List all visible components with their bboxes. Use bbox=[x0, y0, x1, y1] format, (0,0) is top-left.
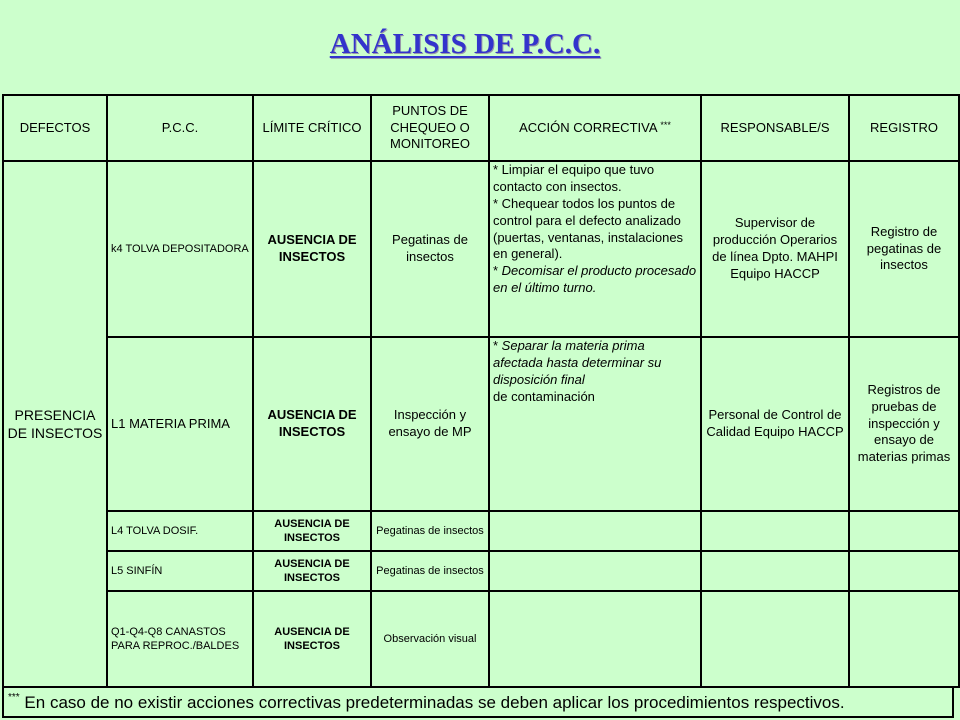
header-puntos-chequeo: PUNTOS DE CHEQUEO O MONITOREO bbox=[371, 95, 489, 161]
puntos-cell: Observación visual bbox=[371, 591, 489, 687]
pcc-cell: L1 MATERIA PRIMA bbox=[107, 337, 253, 511]
header-limite-critico: LÍMITE CRÍTICO bbox=[253, 95, 371, 161]
puntos-cell: Pegatinas de insectos bbox=[371, 551, 489, 591]
accion-cell bbox=[489, 551, 701, 591]
accion-line bbox=[493, 263, 697, 297]
registro-cell: Registro de pegatinas de insectos bbox=[849, 161, 959, 337]
responsables-cell bbox=[701, 591, 849, 687]
footnote bbox=[2, 688, 954, 718]
table-row bbox=[3, 591, 959, 687]
registro-cell bbox=[849, 591, 959, 687]
header-accion-label: ACCIÓN CORRECTIVA bbox=[519, 119, 657, 135]
pcc-analysis-table bbox=[2, 94, 960, 688]
responsables-cell bbox=[701, 511, 849, 551]
accion-star: * bbox=[493, 338, 502, 353]
registro-cell bbox=[849, 551, 959, 591]
accion-cell bbox=[489, 337, 701, 511]
pcc-cell: L5 SINFÍN bbox=[107, 551, 253, 591]
limite-cell: AUSENCIA DE INSECTOS bbox=[253, 161, 371, 337]
responsables-cell: Personal de Control de Calidad Equipo HACCP bbox=[701, 337, 849, 511]
accion-line: de contaminación bbox=[493, 388, 595, 404]
table-row bbox=[3, 337, 959, 511]
accion-line bbox=[493, 338, 697, 389]
accion-cell bbox=[489, 591, 701, 687]
pcc-cell: L4 TOLVA DOSIF. bbox=[107, 511, 253, 551]
header-registro: REGISTRO bbox=[849, 95, 959, 161]
pcc-cell: k4 TOLVA DEPOSITADORA bbox=[107, 161, 253, 337]
header-responsables: RESPONSABLE/S bbox=[701, 95, 849, 161]
header-accion-correctiva bbox=[489, 95, 701, 161]
header-accion-note: *** bbox=[660, 119, 671, 130]
registro-cell: Registros de pruebas de inspección y ensayo de materias primas bbox=[849, 337, 959, 511]
limite-cell: AUSENCIA DE INSECTOS bbox=[253, 551, 371, 591]
header-pcc: P.C.C. bbox=[107, 95, 253, 161]
footnote-text: En caso de no existir acciones correctivas predeterminadas se deben aplicar los procedimientos respectivos. bbox=[24, 693, 845, 712]
accion-star: * bbox=[493, 263, 502, 279]
accion-italic: Decomisar el producto procesado en el último turno. bbox=[493, 263, 697, 296]
puntos-cell: Pegatinas de insectos bbox=[371, 511, 489, 551]
limite-cell: AUSENCIA DE INSECTOS bbox=[253, 591, 371, 687]
accion-italic: Separar la materia prima afectada hasta determinar su disposición final bbox=[493, 338, 662, 387]
puntos-cell: Pegatinas de insectos bbox=[371, 161, 489, 337]
defecto-cell: PRESENCIA DE INSECTOS bbox=[3, 161, 107, 687]
puntos-cell: Inspección y ensayo de MP bbox=[371, 337, 489, 511]
table-row bbox=[3, 551, 959, 591]
table-row bbox=[3, 511, 959, 551]
limite-cell: AUSENCIA DE INSECTOS bbox=[253, 511, 371, 551]
header-row bbox=[3, 95, 959, 161]
header-defectos: DEFECTOS bbox=[3, 95, 107, 161]
registro-cell bbox=[849, 511, 959, 551]
accion-cell bbox=[489, 511, 701, 551]
responsables-cell: Supervisor de producción Operarios de línea Dpto. MAHPI Equipo HACCP bbox=[701, 161, 849, 337]
page-title: ANÁLISIS DE P.C.C. bbox=[329, 28, 601, 60]
accion-cell bbox=[489, 161, 701, 337]
accion-line: * Limpiar el equipo que tuvo contacto con insectos. bbox=[493, 162, 655, 194]
table-row bbox=[3, 161, 959, 337]
accion-line: * Chequear todos los puntos de control para el defecto analizado (puertas, ventanas, instalaciones en general). bbox=[493, 195, 684, 262]
pcc-cell: Q1-Q4-Q8 CANASTOS PARA REPROC./BALDES bbox=[107, 591, 253, 687]
limite-cell: AUSENCIA DE INSECTOS bbox=[253, 337, 371, 511]
footnote-stars: *** bbox=[8, 692, 20, 703]
responsables-cell bbox=[701, 551, 849, 591]
